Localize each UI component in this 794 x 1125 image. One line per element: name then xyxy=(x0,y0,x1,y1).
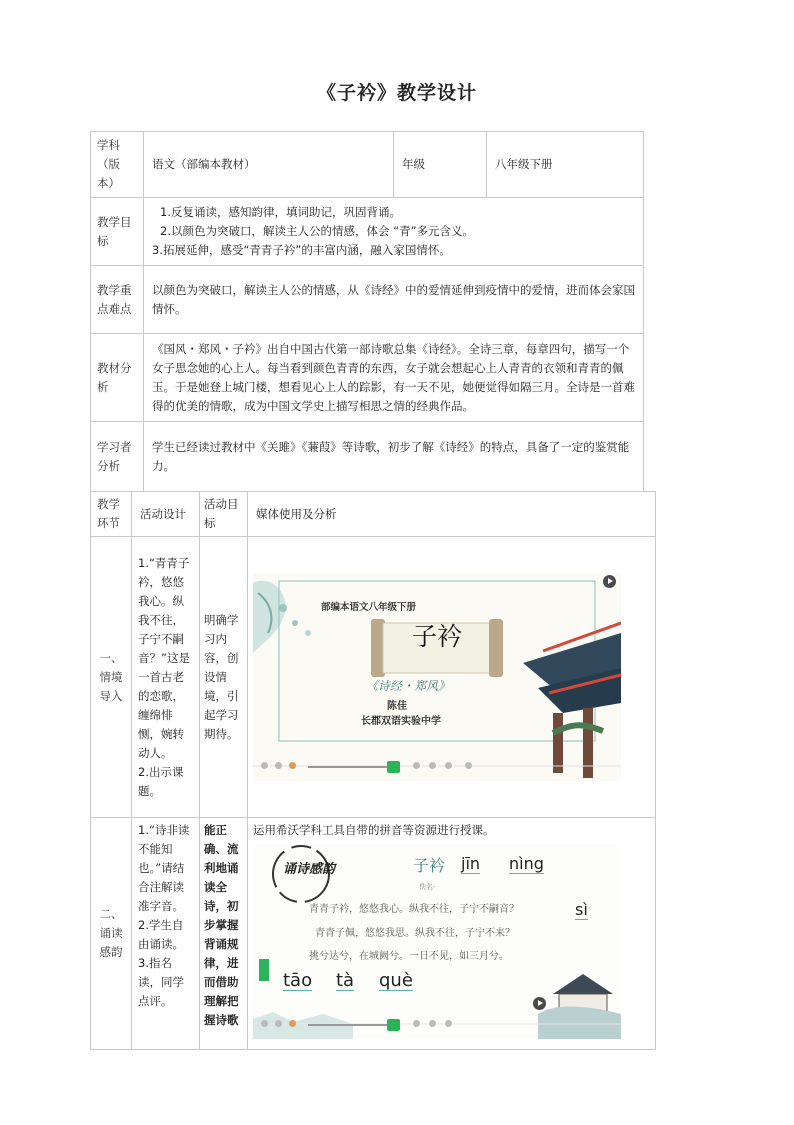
goals-cell xyxy=(144,198,644,266)
toolbar-icons[interactable] xyxy=(445,762,452,769)
slide-badge: 诵诗感韵 xyxy=(283,862,336,877)
pinyin-que: què xyxy=(379,970,413,991)
pinyin-si: sì xyxy=(575,900,588,919)
pinyin-ning: nìng xyxy=(509,854,544,873)
toolbar-icons[interactable] xyxy=(275,1020,282,1027)
process-table xyxy=(90,491,656,1050)
students-text: 学生已经读过教材中《关雎》《蒹葭》等诗歌，初步了解《诗经》的特点，具备了一定的鉴赏能力。 xyxy=(144,422,644,492)
material-label: 教材分析 xyxy=(91,334,144,422)
header-goal: 活动目标 xyxy=(200,492,248,537)
slide-source: 《诗经・郑风》 xyxy=(366,679,451,693)
play-icon[interactable] xyxy=(533,997,546,1010)
goal-item: 1.反复诵读，感知韵律，填词助记，巩固背诵。 xyxy=(160,205,401,219)
grade-label: 年级 xyxy=(394,132,487,198)
activity-1: 1.“青青子衿，悠悠我心。纵我不往，子宁不嗣音？”这是一首古老的恋歌，缠绵悱恻，婉转动人。 2.出示课题。 xyxy=(132,537,200,818)
students-label: 学习者分析 xyxy=(91,422,144,492)
toolbar-icons[interactable] xyxy=(429,1020,436,1027)
goal-2: 能正确、流利地诵读全诗，初步掌握背诵规律，进而借助理解把握诗歌 xyxy=(200,818,248,1050)
toolbar-icons[interactable] xyxy=(445,1020,452,1027)
poem-line-3: 挑兮达兮，在城阙兮。一日不见，如三月兮。 xyxy=(309,951,509,962)
keypoints-label: 教学重点难点 xyxy=(91,266,144,334)
toolbar-icons[interactable] xyxy=(413,762,420,769)
goals-label: 教学目标 xyxy=(91,198,144,266)
goal-item: 3.拓展延伸，感受“青青子衿”的丰富内涵，融入家国情怀。 xyxy=(152,243,451,257)
slide-title xyxy=(253,573,621,781)
pinyin-ta: tà xyxy=(336,970,355,991)
material-text: 《国风・郑风・子衿》出自中国古代第一部诗歌总集《诗经》。全诗三章，每章四句，描写一个女子思念她的心上人。每当看到颜色青青的东西，女子就会想起心上人青青的衣领和青青的佩玉。于是她登上城门楼，想看见心上人的踪影，有一天不见，她便觉得如隔三月。全诗是一首难得的优美的情歌，成为中国文学史上描写相思之情的经典作品。 xyxy=(144,334,644,422)
play-icon[interactable] xyxy=(603,575,616,588)
media-1 xyxy=(248,537,656,818)
toolbar-icons[interactable] xyxy=(289,762,296,769)
slide-word-note: 佚名· xyxy=(419,883,436,891)
goal-1: 明确学习内容，创设情境，引起学习期待。 xyxy=(200,537,248,818)
poem-line-2: 青青子佩，悠悠我思。纵我不往，子宁不来？ xyxy=(315,928,515,939)
keypoints-text: 以颜色为突破口，解读主人公的情感，从《诗经》中的爱情延伸到疫情中的爱情，进而体会家国情怀。 xyxy=(144,266,644,334)
subject-label: 学科（版本） xyxy=(91,132,144,198)
progress-line xyxy=(308,1024,388,1026)
grade-value: 八年级下册 xyxy=(487,132,644,198)
slide-toolbar xyxy=(253,1017,621,1039)
progress-line xyxy=(308,766,388,768)
stage-1: 一、情境导入 xyxy=(91,537,132,818)
toolbar-icons[interactable] xyxy=(261,762,268,769)
slide-reading xyxy=(253,844,621,1039)
slide-header: 部编本语文八年级下册 xyxy=(321,602,417,613)
toolbar-icons[interactable] xyxy=(261,1020,268,1027)
stage-2: 二、诵读感韵 xyxy=(91,818,132,1050)
subject-value: 语文（部编本教材） xyxy=(144,132,394,198)
toolbar-icons[interactable] xyxy=(289,1020,296,1027)
header-stage: 教学环节 xyxy=(91,492,132,537)
pinyin-tao: tāo xyxy=(283,970,313,991)
header-media: 媒体使用及分析 xyxy=(248,492,656,537)
header-activity: 活动设计 xyxy=(132,492,200,537)
toolbar-icons[interactable] xyxy=(413,1020,420,1027)
info-table xyxy=(90,131,644,492)
toolbar-icons[interactable] xyxy=(465,762,472,769)
poem-line-1: 青青子衿，悠悠我心。纵我不往，子宁不嗣音？ xyxy=(309,904,519,915)
activity-2: 1.“诗非读不能知也。”请结合注解读准字音。 2.学生自由诵读。 3.指名读，同学点评。 xyxy=(132,818,200,1050)
toolbar-icons[interactable] xyxy=(275,762,282,769)
media-2 xyxy=(248,818,656,1050)
slide-word: 子衿 xyxy=(413,856,446,875)
pinyin-jin: jīn xyxy=(461,854,481,873)
media-note: 运用希沃学科工具自带的拼音等资源进行授课。 xyxy=(253,823,495,837)
pen-icon[interactable] xyxy=(387,1019,400,1031)
slide-teacher: 陈佳 xyxy=(387,701,407,712)
pen-icon[interactable] xyxy=(387,761,400,773)
document-title: 《子衿》教学设计 xyxy=(316,82,477,104)
slide-school: 长郡双语实验中学 xyxy=(361,716,441,727)
slide-main-title: 子衿 xyxy=(411,622,462,651)
slide-toolbar xyxy=(253,759,621,781)
goal-item: 2.以颜色为突破口，解读主人公的情感，体会 “青”多元含义。 xyxy=(160,224,475,238)
toolbar-icons[interactable] xyxy=(429,762,436,769)
